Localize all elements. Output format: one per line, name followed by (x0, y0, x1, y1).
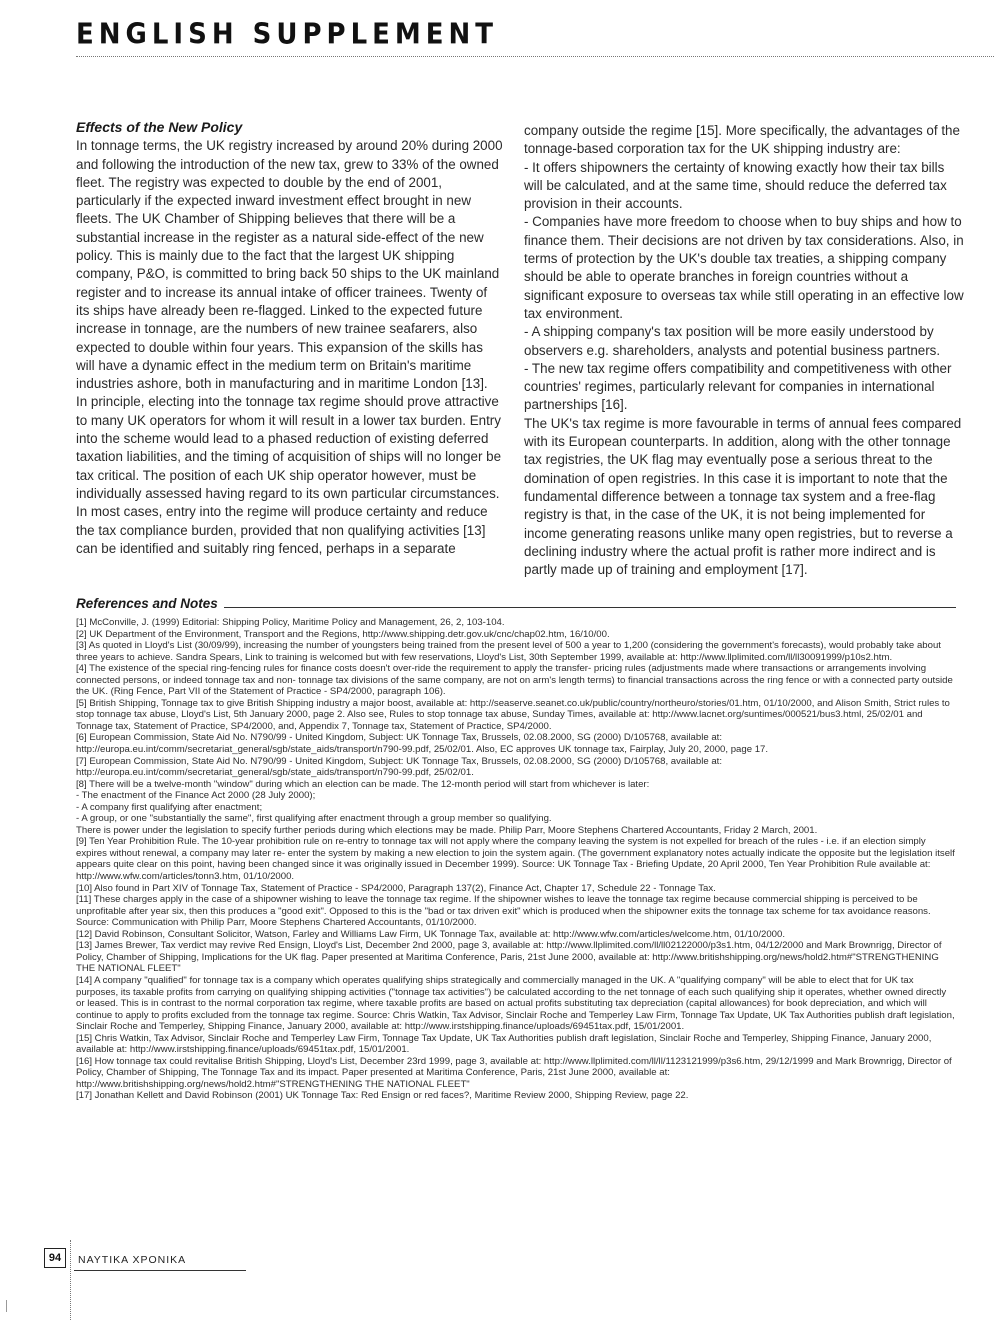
reference-item: - The enactment of the Finance Act 2000 (28 July 2000); (76, 790, 316, 802)
reference-item: [5] British Shipping, Tonnage tax to give British Shipping industry a major boost, available at: http://seaserve.seanet.co.uk/public/country/northeuro/stories/01.htm, 01/10/2000, and Alison Smith, Strict rules to stop tonnage tax abuse, Lloyd's List, 5th January 2000, page 2. Also see, Rules to stop tonnage tax abuse, Sunday Times, available at: http://www.lacnet.org/suntimes/000521/bus3.html, 25/02/01 and Tonnage tax, Statement of Practice, SP4/2000, and, Appendix 7, Tonnage tax, Statement of Practice, SP4/2000. (76, 697, 950, 732)
paragraph: In tonnage terms, the UK registry increased by around 20% during 2000 and following the introduction of the new tax, grew to 33% of the owned fleet. The registry was expected to double by the end of 2001, particularly if the expected inward investment effect brought in new fleets. The UK Chamber of Shipping believes that there will be a substantial increase in the register as a natural side-effect of the new policy. This is mainly due to the fact that the largest UK shipping company, P&O, is committed to bring back 50 ships to the UK mainland register and to increase its annual intake of officer trainees. Twenty of its ships have already been re-flagged. Linked to the expected future increase in tonnage, are the numbers of new trainee seafarers, also expected to double within four years. This expansion of the skills has will have a dynamic effect in the medium term on Britain's maritime industries ashore, both in manufacturing and in maritime London [13]. (76, 138, 503, 392)
reference-item: [15] Chris Watkin, Tax Advisor, Sinclair Roche and Temperley Law Firm, Tonnage Tax Update, UK Tax Authorities publish draft legislation, Sinclair Roche and Temperley, Shipping Finance, January 2000, available at: http://www.irstshipping.finance/uploads/69451tax.pdf, 15/01/2001. (76, 1032, 932, 1056)
supplement-title: ENGLISH SUPPLEMENT (76, 18, 499, 51)
paragraph: - A shipping company's tax position will be more easily understood by observers e.g. shareholders, analysts and potential business partners. (524, 324, 941, 358)
left-column (76, 118, 504, 558)
reference-item: [6] European Commission, State Aid No. N790/99 - United Kingdom, Subject: UK Tonnage Tax, Brussels, 02.08.2000, SG (2000) D/105768, available at: http://europa.eu.int/comm/secretariat_general/sgb/state_aids/transport/n790-99.pdf, 25/02/01. Also, EC approves UK tonnage tax, Fairplay, July 20, 2000, page 17. (76, 732, 769, 756)
right-column (524, 122, 964, 579)
paragraph: - It offers shipowners the certainty of knowing exactly how their tax bills will be calculated, and at the same time, should reduce the deferred tax provision in their accounts. (524, 159, 947, 212)
reference-item: [17] Jonathan Kellett and David Robinson (2001) UK Tonnage Tax: Red Ensign or red faces?, Maritime Review 2000, Shipping Review, page 22. (76, 1090, 689, 1102)
reference-item: [8] There will be a twelve-month "window" during which an election can be made. The 12-month period will start from whichever is later: (76, 778, 650, 790)
reference-item: [7] European Commission, State Aid No. N790/99 - United Kingdom, Subject: UK Tonnage Tax, Brussels, 02.08.2000, SG (2000) D/105768, available at: http://europa.eu.int/comm/secretariat_general/sgb/state_aids/transport/n790-99.pdf, 25/02/01. (76, 755, 723, 779)
reference-item: - A company first qualifying after enactment; (76, 801, 263, 813)
references-header (76, 595, 956, 613)
footer-divider (74, 1270, 246, 1271)
reference-item: [1] McConville, J. (1999) Editorial: Shipping Policy, Maritime Policy and Management, 26, 2, 103-104. (76, 617, 505, 628)
paragraph: In most cases, entry into the regime will produce certainty and reduce the tax compliance burden, provided that non qualifying activities [13] can be identified and suitably ring fenced, perhaps in a separate (76, 504, 488, 556)
reference-item: [3] As quoted in Lloyd's List (30/09/99), increasing the number of youngsters being trained from the present level of 500 a year to 1,200 (considering the government's forecasts), would probably take about three years to achieve. Sandra Spears, Link to training is welcomed but with few reservations, Lloyd's List, 30th September 1999, available at: http://www.llplimited.com/ll/ll30091999/p10s2.htm. (76, 640, 941, 663)
reference-item: [9] Ten Year Prohibition Rule. The 10-year prohibition rule on re-entry to tonnage tax will not apply where the company leaving the system is not expelled for breach of the rules - i.e. if an election simply expires without renewal, a company may later re- enter the system by making a new election to join the system again. (The government explanatory notes actually indicate the opposite but the legislation itself appears quite clear on this point, having been changed since it was originally issued in December 1999). Source: UK Tonnage Tax - Briefing Update, 20 April 2000, Ten Year Prohibition Rule available at: http://www.wfw.com/articles/tonn3.htm, 01/10/2000. (76, 836, 955, 883)
reference-item: [4] The existence of the special ring-fencing rules for finance costs doesn't over-ride the requirement to apply the transfer- pricing rules (adjustments made where transactions or arrangements involving connected persons, or indeed tonnage tax and non- tonnage tax divisions of the same company, are not on arm's length terms) to financial transactions across the ring fence or with a connected party outside the UK. (Ring Fence, Part VII of the Statement of Practice - SP4/2000, paragraph 106). (76, 663, 953, 698)
paragraph: The UK's tax regime is more favourable in terms of annual fees compared with its European counterparts. In addition, along with the other tonnage tax registries, the UK flag may eventually pose a serious threat to the domination of open registries. In this case it is important to note that the fundamental difference between a tonnage tax system and a free-flag registry is that, in the case of the UK, it is not being implemented for income generating reasons unlike many open registries, but to reverse a declining industry where the actual profit is rather more indirect and is partly made up of training and employment [17]. (524, 415, 962, 578)
reference-item: [10] Also found in Part XIV of Tonnage Tax, Statement of Practice - SP4/2000, Paragraph 137(2), Finance Act, Chapter 17, Schedule 22 - Tonnage Tax. (76, 882, 716, 894)
section-title: Effects of the New Policy (76, 119, 243, 135)
paragraph: company outside the regime [15]. More specifically, the advantages of the tonnage-based corporation tax for the UK shipping industry are: (524, 123, 960, 157)
reference-item: There is power under the legislation to specify further periods during which elections may be made. Philip Parr, Moore Stephens Chartered Accountants, Friday 2 March, 2001. (76, 824, 818, 836)
reference-item: - A group, or one "substantially the same", first qualifying after enactment through a group member so qualifying. (76, 813, 552, 825)
reference-item: [13] James Brewer, Tax verdict may revive Red Ensign, Lloyd's List, December 2nd 2000, page 3, available at: http://www.llplimited.com/ll/ll02122000/p3s1.htm, 04/12/2000 and Mark Brownrigg, Director of Policy, Chamber of Shipping, Implications for the UK flag. Paper presented at Maritima Conference, Paris, 21st June 2000, available at: http://www.britishshipping.org/news/hold2.htm#"STRENGTHENING THE NATIONAL FLEET" (76, 940, 942, 975)
reference-item: [12] David Robinson, Consultant Solicitor, Watson, Farley and Williams Law Firm, UK Tonnage Tax, available at: http://www.wfw.com/articles/welcome.htm, 01/10/2000. (76, 928, 786, 940)
paragraph: - Companies have more freedom to choose when to buy ships and how to finance them. Their decisions are not driven by tax considerations. Also, in terms of protection by the UK's double tax treaties, a shipping company should be able to operate branches in foreign countries without a significant exposure to overseas tax while still operating in an effective low tax environment. (524, 214, 964, 321)
paragraph: In principle, electing into the tonnage tax regime should prove attractive to many UK operators for whom it will result in a lower tax burden. Entry into the scheme would lead to a phased reduction of existing deferred taxation liabilities, and the timing of acquisition of ships will no longer be tax critical. The position of each UK ship operator however, must be individually assessed having regard to its own particular circumstances. (76, 394, 502, 501)
reference-item: [11] These charges apply in the case of a shipowner wishing to leave the tonnage tax regime. If the shipowner wishes to leave the tonnage tax regime because commercial shipping is perceived to be unprofitable after year six, then this produces a "good exit". Opposed to this is the "bad or tax driven exit" which is produced when the shipowner exits the tonnage tax scheme for tax avoidance reasons. Source: Communication with Philip Parr, Moore Stephens Chartered Accountants, 01/10/2000. (76, 894, 931, 929)
article-body (76, 118, 964, 580)
footer-dotted-rule (70, 1240, 71, 1320)
publication-name: ΝΑΥΤΙΚΑ ΧΡΟΝΙΚΑ (78, 1254, 187, 1266)
reference-item: [16] How tonnage tax could revitalise British Shipping, Lloyd's List, December 23rd 1999, page 3, available at: http://www.llplimited.com/ll/ll/1123121999/p3s6.htm, 29/12/1999 and Mark Brownrigg, Director of Policy, Chamber of Shipping, The Tonnage Tax and its impact. Paper presented at Maritima Conference, Paris, 21st June 2000, available at: http://www.britishshipping.org/news/hold2.htm#"STRENGTHENING THE NATIONAL FLEET" (76, 1055, 952, 1090)
references-title: References and Notes (76, 596, 224, 611)
page-number: 94 (44, 1248, 66, 1268)
references-list (76, 617, 956, 1102)
crop-mark (6, 1300, 7, 1312)
paragraph: - The new tax regime offers compatibility and competitiveness with other countries' regimes, particularly relevant for companies in international partnerships [16]. (524, 360, 952, 413)
header-divider (76, 56, 994, 57)
reference-item: [2] UK Department of the Environment, Transport and the Regions, http://www.shipping.detr.gov.uk/cnc/chap02.htm, 16/10/00. (76, 628, 610, 640)
reference-item: [14] A company "qualified" for tonnage tax is a company which operates qualifying ships strategically and commercially managed in the UK. A "qualifying company" will be able to elect that for UK tax purposes, its taxable profits from carrying on qualifying shipping activities ("tonnage tax activities") be calculated according to the net tonnage of each such qualifying ship it operates, whether owned directly or leased. This is in contrast to the normal corporation tax regime, where taxable profits are based on actual profits substituting tax depreciation (capital allowances) for book depreciation, and which will continue to apply to profits excluded from the tonnage tax regime. Source: Chris Watkin, Tax Advisor, Sinclair Roche and Temperley Law Firm, Tonnage Tax Update, UK Tax Authorities publish draft legislation, Sinclair Roche and Temperley, Shipping Finance, January 2000, available at: http://www.irstshipping.finance/uploads/69451tax.pdf, 15/01/2001. (76, 974, 955, 1033)
